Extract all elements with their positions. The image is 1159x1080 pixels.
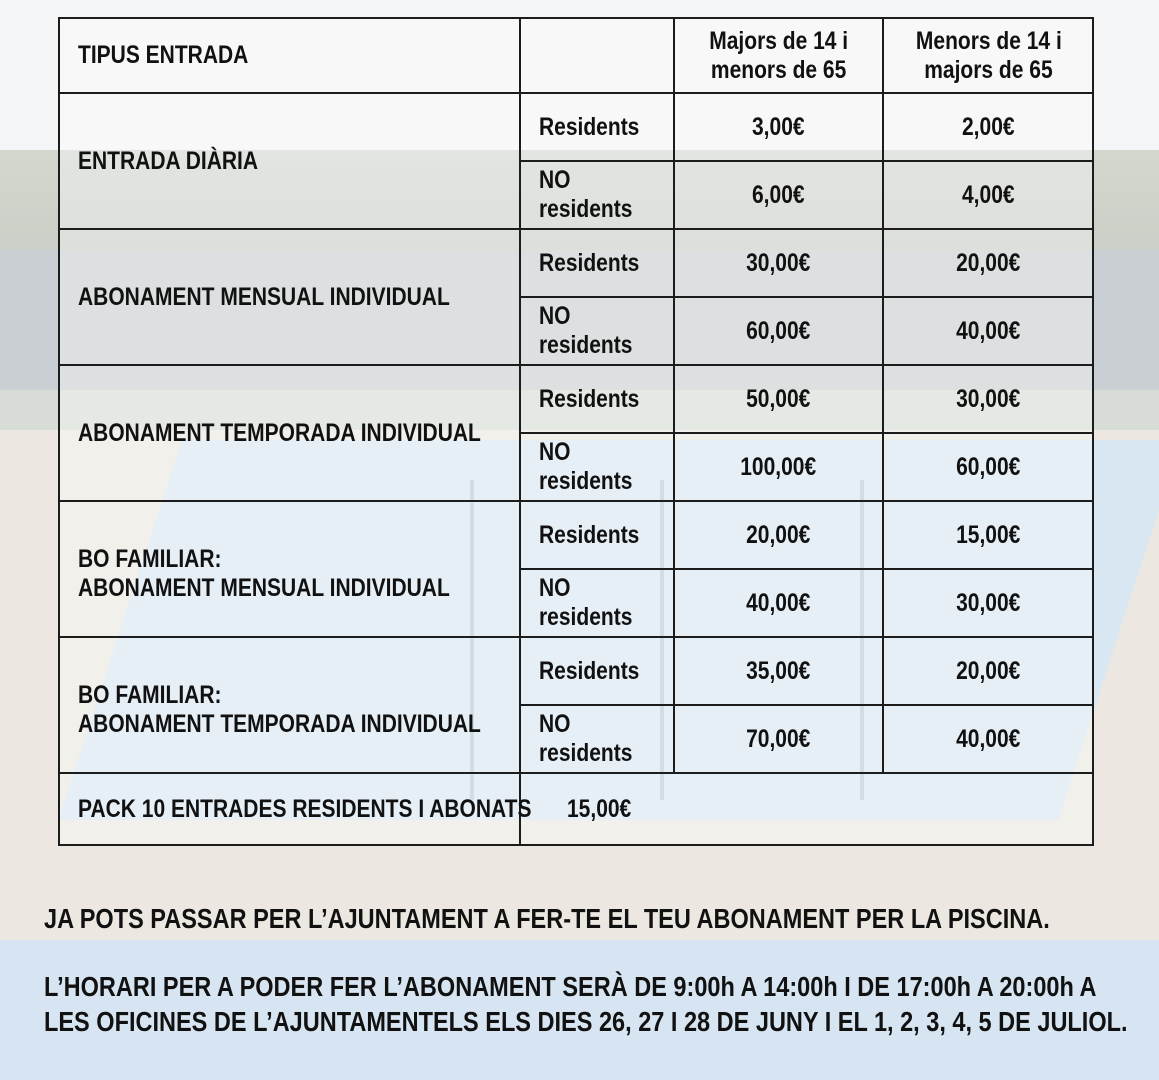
cell-text-line: ABONAMENT MENSUAL INDIVIDUAL	[78, 574, 450, 602]
price-others-cell	[883, 501, 1093, 569]
cell-text-line: Residents	[539, 384, 640, 413]
price-value: 70,00€	[746, 724, 811, 753]
price-adults-cell	[674, 637, 883, 705]
price-adults-cell	[674, 365, 883, 433]
header-adults-cell	[674, 18, 883, 93]
price-adults-cell	[674, 229, 883, 297]
cell-text-line: NO	[539, 574, 571, 602]
cell-text-line: Residents	[539, 656, 640, 685]
price-table	[58, 17, 1094, 846]
notice-line-1: JA POTS PASSAR PER L’AJUNTAMENT A FER-TE EL TEU ABONAMENT PER LA PISCINA.	[44, 903, 1050, 934]
cell-text-line: NO	[539, 166, 571, 194]
pack-label-cell	[59, 773, 532, 845]
residency-cell	[520, 433, 674, 501]
price-value: 2,00€	[961, 112, 1015, 141]
cell-text-line: ENTRADA DIÀRIA	[78, 146, 259, 175]
residency-cell	[520, 365, 674, 433]
price-others-cell	[883, 365, 1093, 433]
header-type-cell	[59, 18, 520, 93]
ticket-type-cell	[59, 93, 520, 229]
price-value: 30,00€	[955, 588, 1021, 617]
cell-text-line: Residents	[539, 112, 640, 141]
price-value: 60,00€	[746, 316, 811, 345]
price-others-cell	[883, 705, 1093, 773]
price-adults-cell	[674, 569, 883, 637]
cell-text-line: residents	[539, 467, 633, 495]
price-others-cell	[883, 161, 1093, 229]
residency-cell	[520, 229, 674, 297]
price-adults-cell	[674, 297, 883, 365]
cell-text-line: BO FAMILIAR:	[78, 545, 222, 573]
ticket-type-cell	[59, 637, 520, 773]
residency-cell	[520, 93, 674, 161]
residency-cell	[520, 161, 674, 229]
price-value: 30,00€	[955, 384, 1021, 413]
cell-text-line: Residents	[539, 248, 640, 277]
price-adults-cell	[674, 705, 883, 773]
price-value: 6,00€	[752, 180, 805, 209]
price-others-cell	[883, 229, 1093, 297]
header-blank-cell	[520, 18, 674, 93]
header-others-cell	[883, 18, 1093, 93]
residency-cell	[520, 705, 674, 773]
residency-cell	[520, 637, 674, 705]
price-value: 20,00€	[746, 520, 811, 549]
cell-text-line: ABONAMENT TEMPORADA INDIVIDUAL	[78, 710, 481, 738]
price-adults-cell	[674, 93, 883, 161]
table-row	[59, 93, 1093, 161]
table-row	[59, 637, 1093, 705]
cell-text-line: NO	[539, 438, 571, 466]
table-row	[59, 229, 1093, 297]
pack-price: 15,00€	[567, 794, 632, 823]
cell-text-line: NO	[539, 302, 571, 330]
cell-text-line: majors de 65	[923, 55, 1053, 84]
cell-text-line: BO FAMILIAR:	[78, 681, 222, 709]
ticket-type-cell	[59, 501, 520, 637]
price-value: 60,00€	[955, 452, 1021, 481]
cell-text-line: residents	[539, 739, 633, 767]
price-adults-cell	[674, 161, 883, 229]
cell-text-line: Menors de 14 i	[915, 26, 1062, 55]
price-others-cell	[883, 637, 1093, 705]
cell-text-line: ABONAMENT MENSUAL INDIVIDUAL	[78, 282, 450, 311]
price-others-cell	[883, 93, 1093, 161]
ticket-type-cell	[59, 229, 520, 365]
price-others-cell	[883, 433, 1093, 501]
price-value: 40,00€	[955, 316, 1021, 345]
price-value: 3,00€	[752, 112, 805, 141]
price-others-cell	[883, 569, 1093, 637]
cell-text-line: Majors de 14 i	[709, 26, 848, 55]
pack-price-cell	[520, 773, 1093, 845]
notice-line-3: LES OFICINES DE L’AJUNTAMENTELS ELS DIES 26, 27 I 28 DE JUNY I EL 1, 2, 3, 4, 5 DE JULIOL.	[44, 1006, 1128, 1037]
header-type-label: TIPUS ENTRADA	[78, 41, 249, 69]
cell-text-line: Residents	[539, 520, 640, 549]
cell-text-line: residents	[539, 603, 633, 631]
table-header-row	[59, 18, 1093, 93]
price-value: 20,00€	[955, 248, 1021, 277]
residency-cell	[520, 501, 674, 569]
price-adults-cell	[674, 433, 883, 501]
pack-row	[59, 773, 1093, 845]
price-value: 30,00€	[746, 248, 811, 277]
price-adults-cell	[674, 501, 883, 569]
price-value: 15,00€	[955, 520, 1021, 549]
cell-text-line: residents	[539, 195, 633, 223]
notice-line-2: L’HORARI PER A PODER FER L’ABONAMENT SERÀ DE 9:00h A 14:00h I DE 17:00h A 20:00h A	[44, 971, 1097, 1002]
price-value: 35,00€	[746, 656, 811, 685]
table-row	[59, 501, 1093, 569]
residency-cell	[520, 569, 674, 637]
pack-label: PACK 10 ENTRADES RESIDENTS I ABONATS	[78, 794, 532, 823]
cell-text-line: residents	[539, 331, 633, 359]
table-row	[59, 365, 1093, 433]
price-value: 100,00€	[740, 452, 817, 481]
price-value: 50,00€	[746, 384, 811, 413]
price-value: 20,00€	[955, 656, 1021, 685]
ticket-type-cell	[59, 365, 520, 501]
price-value: 4,00€	[961, 180, 1015, 209]
price-others-cell	[883, 297, 1093, 365]
cell-text-line: NO	[539, 710, 571, 738]
price-value: 40,00€	[955, 724, 1021, 753]
cell-text-line: menors de 65	[710, 55, 847, 84]
residency-cell	[520, 297, 674, 365]
price-value: 40,00€	[746, 588, 811, 617]
cell-text-line: ABONAMENT TEMPORADA INDIVIDUAL	[78, 418, 481, 447]
